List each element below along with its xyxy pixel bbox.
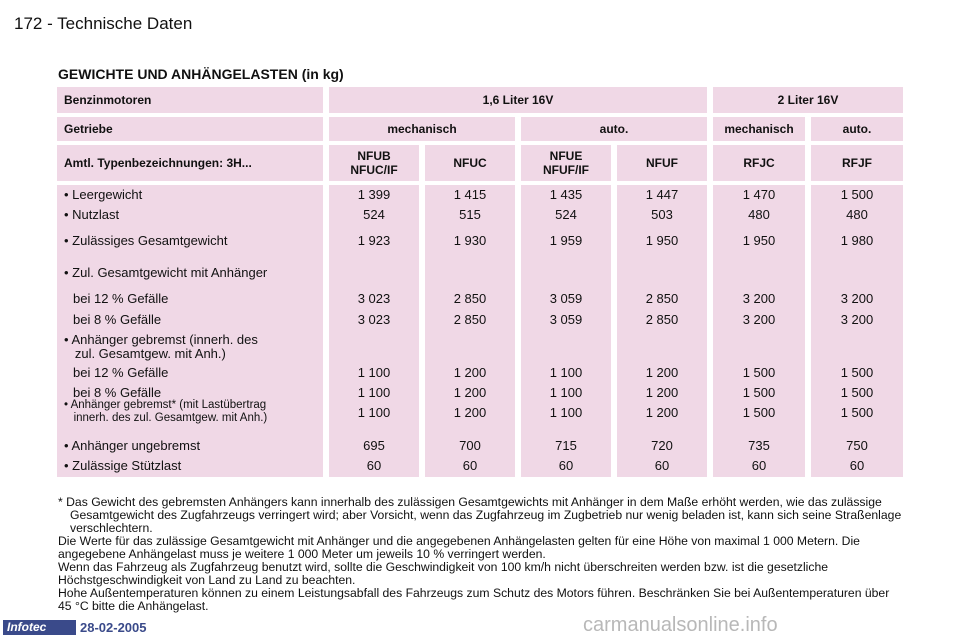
table-body-column-bg xyxy=(425,185,515,477)
value-cell: 1 415 xyxy=(453,187,487,202)
value-cell: 60 xyxy=(558,458,574,473)
print-date: 28-02-2005 xyxy=(80,620,147,635)
value-cell: 60 xyxy=(751,458,767,473)
value-cell: 1 500 xyxy=(742,405,776,420)
table-body-column-bg xyxy=(521,185,611,477)
value-cell: 3 200 xyxy=(742,291,776,306)
table-body-column-bg xyxy=(617,185,707,477)
value-cell: 515 xyxy=(459,207,481,222)
value-cell: 1 399 xyxy=(357,187,391,202)
value-cell: 480 xyxy=(846,207,868,222)
value-cell: 524 xyxy=(363,207,385,222)
header-gearbox-label: Getriebe xyxy=(57,117,323,141)
value-cell: 1 100 xyxy=(357,405,391,420)
value-cell: 1 930 xyxy=(453,233,487,248)
value-cell: 3 200 xyxy=(840,291,874,306)
row-label: • Zul. Gesamtgewicht mit Anhänger xyxy=(64,265,268,280)
value-cell: 1 950 xyxy=(645,233,679,248)
value-cell: 3 200 xyxy=(840,312,874,327)
section-title: GEWICHTE UND ANHÄNGELASTEN (in kg) xyxy=(58,66,344,82)
value-cell: 1 100 xyxy=(549,385,583,400)
row-label: bei 8 % Gefälle xyxy=(73,312,162,327)
header-engine-1-6: 1,6 Liter 16V xyxy=(329,87,707,113)
value-cell: 735 xyxy=(748,438,770,453)
value-cell: 695 xyxy=(363,438,385,453)
row-label: • Zulässige Stützlast xyxy=(64,458,182,473)
watermark: carmanualsonline.info xyxy=(583,614,778,636)
header-type-code: NFUC xyxy=(425,145,515,181)
page-header: 172 - Technische Daten xyxy=(14,14,193,33)
value-cell: 2 850 xyxy=(645,312,679,327)
header-engine-label: Benzinmotoren xyxy=(57,87,323,113)
value-cell: 1 500 xyxy=(742,385,776,400)
header-gearbox-auto-1: auto. xyxy=(521,117,707,141)
value-cell: 503 xyxy=(651,207,673,222)
value-cell: 1 200 xyxy=(453,405,487,420)
value-cell: 1 500 xyxy=(742,365,776,380)
value-cell: 3 023 xyxy=(357,312,391,327)
value-cell: 1 500 xyxy=(840,405,874,420)
value-cell: 2 850 xyxy=(453,312,487,327)
header-type-code: RFJC xyxy=(713,145,805,181)
value-cell: 2 850 xyxy=(453,291,487,306)
footnote-star: * Das Gewicht des gebremsten Anhängers kann innerhalb des zulässigen Gesamtgewichts mit Anhänger in dem Maße erhöht werden, wie das zulässige Gesamtgewicht des Zugfahrzeugs verringert wird; aber Vorsicht, wenn das Zugfahrzeug im Zugbetrieb nur wenig beladen ist, kann sich seine Straßenlage verschlechtern. xyxy=(58,495,902,535)
footnotes xyxy=(58,496,906,613)
value-cell: 1 435 xyxy=(549,187,583,202)
value-cell: 1 200 xyxy=(453,385,487,400)
value-cell: 1 923 xyxy=(357,233,391,248)
value-cell: 60 xyxy=(849,458,865,473)
row-label: bei 12 % Gefälle xyxy=(73,291,169,306)
value-cell: 1 980 xyxy=(840,233,874,248)
row-label: • Anhänger gebremst (innerh. des zul. Gesamtgew. mit Anh.) xyxy=(64,332,258,361)
table-body-column-bg xyxy=(811,185,903,477)
value-cell: 3 059 xyxy=(549,291,583,306)
value-cell: 1 950 xyxy=(742,233,776,248)
value-cell: 1 100 xyxy=(357,385,391,400)
value-cell: 720 xyxy=(651,438,673,453)
row-label: • Anhänger gebremst* (mit Lastübertrag innerh. des zul. Gesamtgew. mit Anh.) xyxy=(64,399,268,424)
header-type-code: NFUE NFUF/IF xyxy=(521,145,611,181)
value-cell: 1 100 xyxy=(357,365,391,380)
value-cell: 3 023 xyxy=(357,291,391,306)
value-cell: 1 200 xyxy=(645,385,679,400)
header-engine-2-0: 2 Liter 16V xyxy=(713,87,903,113)
value-cell: 1 500 xyxy=(840,187,874,202)
value-cell: 750 xyxy=(846,438,868,453)
header-gearbox-mech-1: mechanisch xyxy=(329,117,515,141)
value-cell: 1 200 xyxy=(645,365,679,380)
table-body-column-bg xyxy=(713,185,805,477)
row-label: bei 12 % Gefälle xyxy=(73,365,169,380)
value-cell: 60 xyxy=(366,458,382,473)
value-cell: 1 100 xyxy=(549,365,583,380)
value-cell: 700 xyxy=(459,438,481,453)
value-cell: 3 200 xyxy=(742,312,776,327)
value-cell: 1 447 xyxy=(645,187,679,202)
row-label: • Leergewicht xyxy=(64,187,143,202)
value-cell: 60 xyxy=(654,458,670,473)
value-cell: 1 200 xyxy=(453,365,487,380)
value-cell: 1 200 xyxy=(645,405,679,420)
value-cell: 3 059 xyxy=(549,312,583,327)
header-gearbox-mech-2: mechanisch xyxy=(713,117,805,141)
header-type-label: Amtl. Typenbezeichnungen: 3H... xyxy=(57,145,323,181)
value-cell: 60 xyxy=(462,458,478,473)
value-cell: 1 500 xyxy=(840,385,874,400)
value-cell: 1 470 xyxy=(742,187,776,202)
value-cell: 715 xyxy=(555,438,577,453)
footnote-altitude: Die Werte für das zulässige Gesamtgewicht mit Anhänger und die angegebenen Anhängelasten gelten für eine Höhe von maximal 1 000 Metern. Die angegebene Anhängelast muss je weitere 1 000 Meter um jeweils 10 % verringert werden. xyxy=(58,534,860,561)
header-type-code: NFUB NFUC/IF xyxy=(329,145,419,181)
table-body-label-bg xyxy=(57,185,323,477)
footnote-speed: Wenn das Fahrzeug als Zugfahrzeug benutzt wird, sollte die Geschwindigkeit von 100 km/h nicht überschreiten werden bzw. ist die gesetzliche Höchstgeschwindigkeit von Land zu Land zu beachten. xyxy=(58,560,829,587)
row-label: • Nutzlast xyxy=(64,207,120,222)
brand-logo: Infotec xyxy=(3,620,76,635)
value-cell: 524 xyxy=(555,207,577,222)
table-body-column-bg xyxy=(329,185,419,477)
header-type-code: NFUF xyxy=(617,145,707,181)
header-gearbox-auto-2: auto. xyxy=(811,117,903,141)
value-cell: 2 850 xyxy=(645,291,679,306)
value-cell: 1 959 xyxy=(549,233,583,248)
row-label: bei 8 % Gefälle xyxy=(73,385,162,400)
value-cell: 480 xyxy=(748,207,770,222)
row-label: • Anhänger ungebremst xyxy=(64,438,201,453)
footnote-temperature: Hohe Außentemperaturen können zu einem Leistungsabfall des Fahrzeugs zum Schutz des Motors führen. Beschränken Sie bei Außentemperaturen über 45 °C bitte die Anhängelast. xyxy=(58,586,890,613)
header-type-code: RFJF xyxy=(811,145,903,181)
value-cell: 1 100 xyxy=(549,405,583,420)
value-cell: 1 500 xyxy=(840,365,874,380)
row-label: • Zulässiges Gesamtgewicht xyxy=(64,233,228,248)
